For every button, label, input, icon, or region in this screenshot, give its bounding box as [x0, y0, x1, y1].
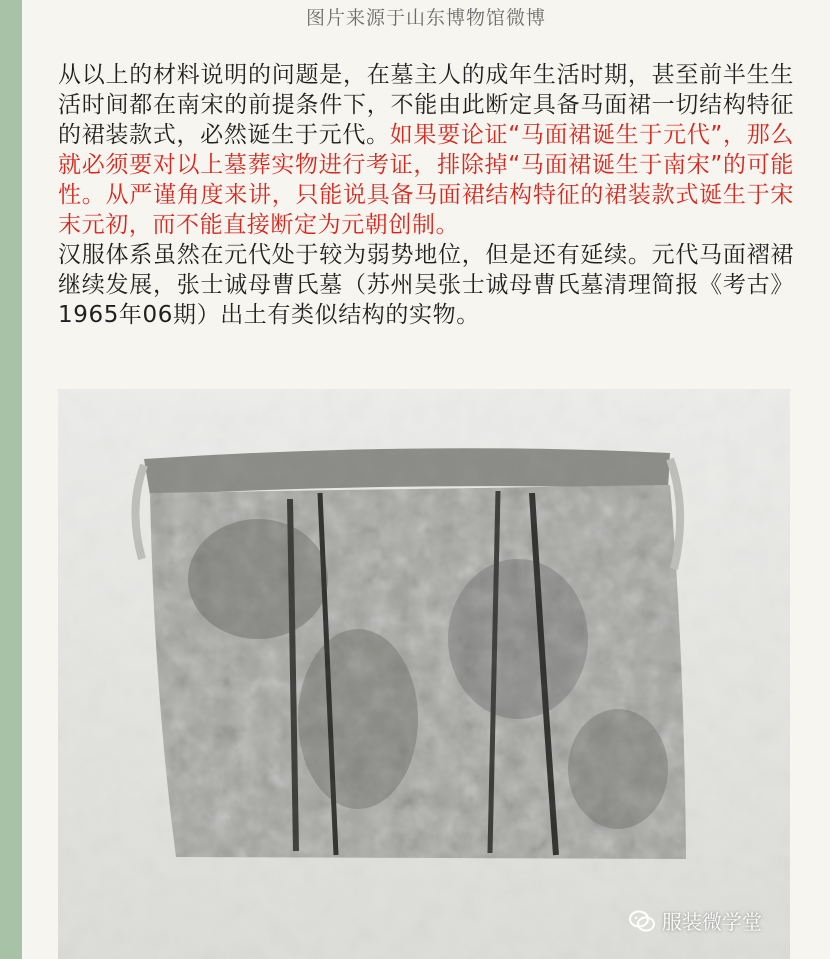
article-content [58, 0, 794, 330]
image-caption: 图片来源于山东博物馆微博 [305, 7, 546, 29]
wechat-icon [628, 909, 656, 933]
wechat-watermark [628, 906, 762, 935]
paragraph-2: 汉服体系虽然在元代处于较为弱势地位，但是还有延续。元代马面褶裙继续发展，张士诚母曹氏墓（苏州吴张士诚母曹氏墓清理简报《考古》1965年06期）出土有类似结构的实物。 [58, 242, 794, 328]
skirt-artifact-photo [58, 389, 790, 959]
article-body [58, 60, 794, 330]
skirt-illustration [58, 389, 790, 959]
watermark-text: 服装微学堂 [662, 910, 762, 934]
photo-grain [58, 389, 790, 959]
paragraph-1-highlight: 如果要论证“马面裙诞生于元代”，那么就必须要对以上墓葬实物进行考证，排除掉“马面裙诞生于南宋”的可能性。从严谨角度来讲，只能说具备马面裙结构特征的裙装款式诞生于宋末元初，而不能直接断定为元朝创制。 [58, 122, 794, 238]
paragraph-1 [58, 60, 794, 240]
left-accent-bar [0, 0, 22, 959]
paragraph-1-text: 从以上的材料说明的问题是，在墓主人的成年生活时期，甚至前半生生活时间都在南宋的前提条件下，不能由此断定具备马面裙一切结构特征的裙装款式，必然诞生于元代。 [58, 62, 794, 148]
